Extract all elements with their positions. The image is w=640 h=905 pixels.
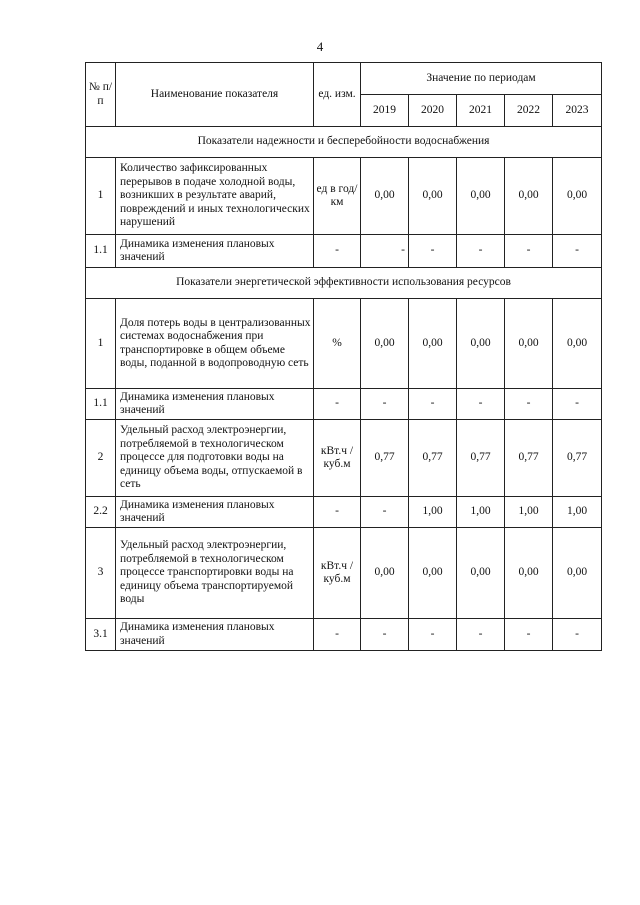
row-unit: - [314, 235, 361, 268]
row-name: Динамика изменения плановых значений [116, 235, 314, 268]
row-value: - [361, 389, 409, 420]
row-value: - [361, 619, 409, 651]
row-num: 1 [86, 299, 116, 389]
table-row [86, 158, 602, 235]
row-value: 0,00 [505, 528, 553, 619]
table-row [86, 299, 602, 389]
table-row [86, 389, 602, 420]
row-value: 0,00 [361, 158, 409, 235]
row-value: - [361, 497, 409, 528]
row-value: 0,00 [409, 528, 457, 619]
row-value: - [361, 235, 409, 268]
row-value: 0,77 [553, 420, 602, 497]
row-value: 0,00 [409, 299, 457, 389]
row-value: - [409, 235, 457, 268]
row-value: 0,00 [505, 299, 553, 389]
row-value: - [457, 619, 505, 651]
row-value: 0,00 [457, 158, 505, 235]
header-unit: ед. изм. [314, 63, 361, 127]
header-num: № п/п [86, 63, 116, 127]
table-row [86, 235, 602, 268]
row-value: 0,00 [553, 158, 602, 235]
row-num: 1 [86, 158, 116, 235]
table-row [86, 497, 602, 528]
row-value: 0,00 [409, 158, 457, 235]
row-value: 1,00 [505, 497, 553, 528]
row-value: 1,00 [553, 497, 602, 528]
row-num: 1.1 [86, 389, 116, 420]
row-value: - [553, 389, 602, 420]
table-row [86, 619, 602, 651]
row-value: - [505, 235, 553, 268]
indicators-table [85, 62, 602, 651]
row-value: 0,00 [361, 299, 409, 389]
section-title: Показатели энергетической эффективности использования ресурсов [86, 268, 602, 299]
header-name: Наименование показателя [116, 63, 314, 127]
row-num: 1.1 [86, 235, 116, 268]
row-value: 0,00 [457, 299, 505, 389]
row-value: 0,77 [505, 420, 553, 497]
header-year: 2020 [409, 95, 457, 127]
row-unit: кВт.ч / куб.м [314, 420, 361, 497]
row-num: 3 [86, 528, 116, 619]
row-value: - [553, 235, 602, 268]
row-value: 1,00 [409, 497, 457, 528]
row-name: Динамика изменения плановых значений [116, 389, 314, 420]
row-name: Динамика изменения плановых значений [116, 619, 314, 651]
row-name: Удельный расход электроэнергии, потребляемой в технологическом процессе транспортировки воды на единицу объема транспортируемой воды [116, 528, 314, 619]
row-value: 1,00 [457, 497, 505, 528]
row-value: 0,77 [409, 420, 457, 497]
header-year: 2022 [505, 95, 553, 127]
row-unit: - [314, 619, 361, 651]
row-unit: кВт.ч / куб.м [314, 528, 361, 619]
page-number: 4 [316, 39, 324, 54]
section-row [86, 268, 602, 299]
row-value: - [505, 389, 553, 420]
row-num: 2.2 [86, 497, 116, 528]
table-row [86, 528, 602, 619]
header-periods: Значение по периодам [361, 63, 602, 95]
row-value: 0,00 [553, 299, 602, 389]
row-num: 2 [86, 420, 116, 497]
table-row [86, 420, 602, 497]
row-value: - [409, 619, 457, 651]
row-unit: - [314, 389, 361, 420]
row-value: - [553, 619, 602, 651]
section-row [86, 127, 602, 158]
header-year: 2021 [457, 95, 505, 127]
row-value: 0,00 [361, 528, 409, 619]
row-value: 0,77 [457, 420, 505, 497]
row-value: 0,00 [553, 528, 602, 619]
row-value: 0,00 [457, 528, 505, 619]
header-year: 2023 [553, 95, 602, 127]
row-name: Доля потерь воды в централизованных системах водоснабжения при транспортировке в общем объеме воды, поданной в водопроводную сеть [116, 299, 314, 389]
row-name: Удельный расход электроэнергии, потребляемой в технологическом процессе для подготовки воды на единицу объема воды, отпускаемой в сеть [116, 420, 314, 497]
row-unit: % [314, 299, 361, 389]
row-value: 0,77 [361, 420, 409, 497]
header-year: 2019 [361, 95, 409, 127]
section-title: Показатели надежности и бесперебойности водоснабжения [86, 127, 602, 158]
row-num: 3.1 [86, 619, 116, 651]
row-value: - [457, 389, 505, 420]
row-unit: - [314, 497, 361, 528]
row-value: 0,00 [505, 158, 553, 235]
row-value: - [505, 619, 553, 651]
row-name: Количество зафиксированных перерывов в подаче холодной воды, возникших в результате аварий, повреждений и иных технологических нарушений [116, 158, 314, 235]
row-value: - [409, 389, 457, 420]
row-unit: ед в год/ км [314, 158, 361, 235]
row-name: Динамика изменения плановых значений [116, 497, 314, 528]
row-value: - [457, 235, 505, 268]
